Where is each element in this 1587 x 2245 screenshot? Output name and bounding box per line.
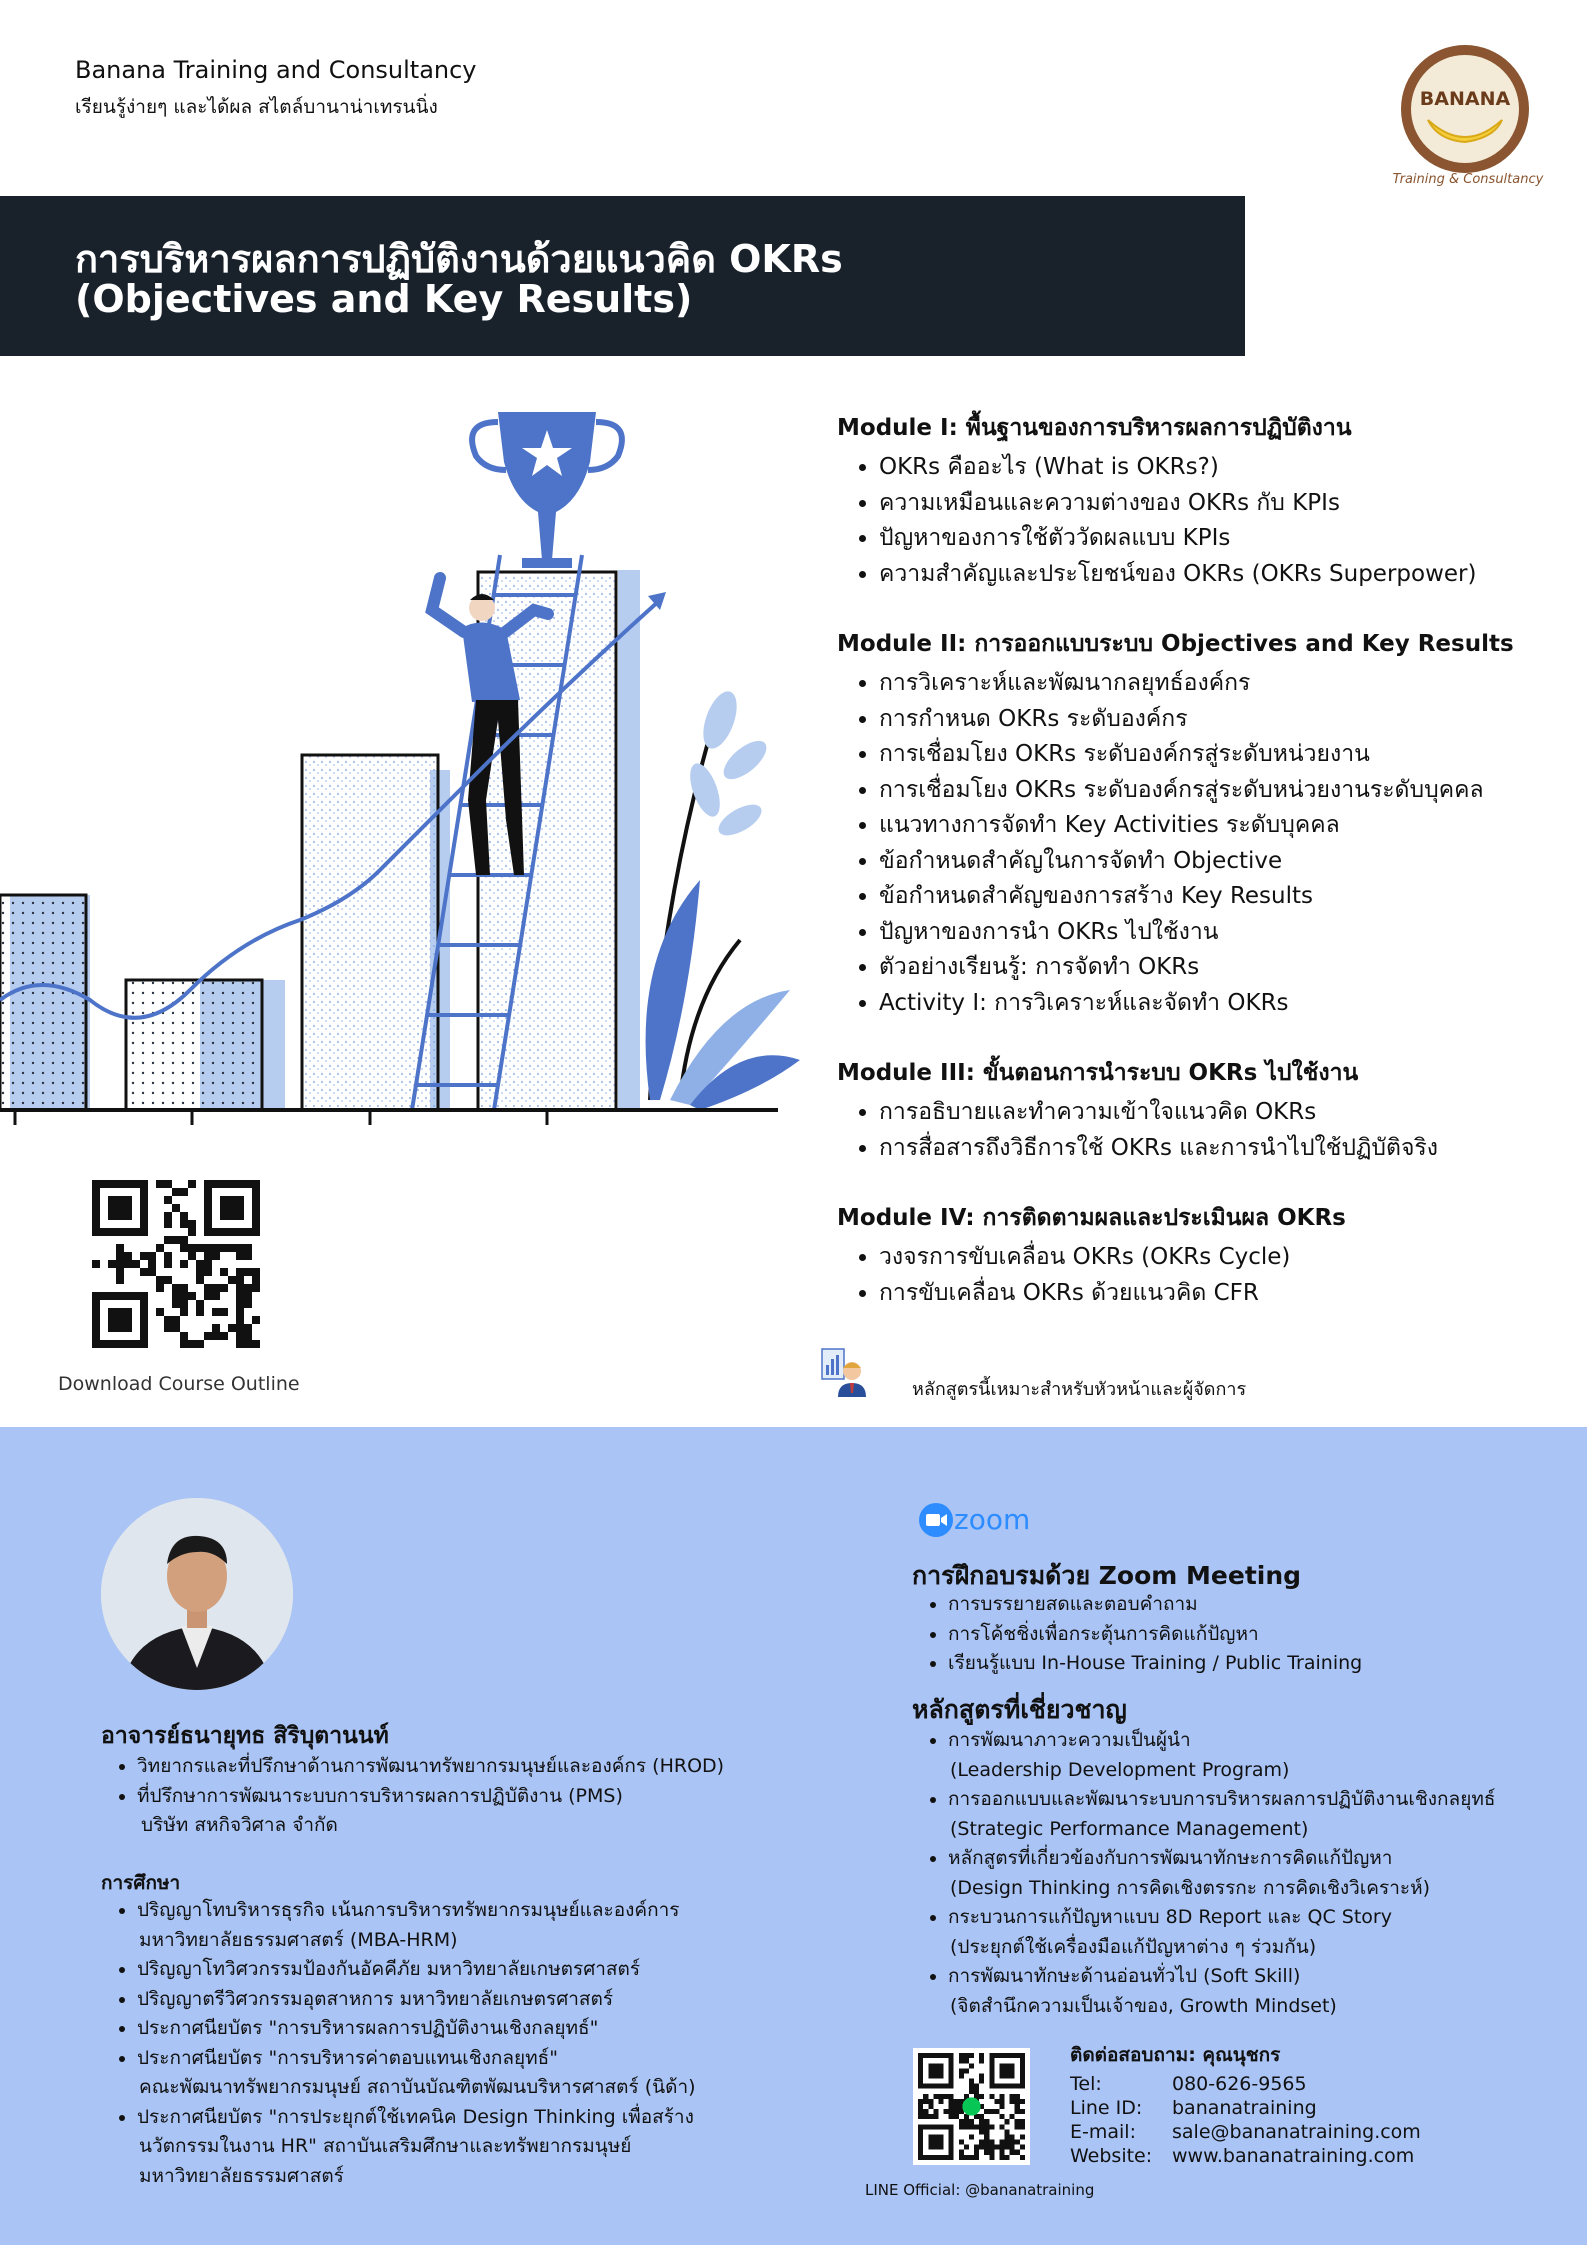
module-item: • ข้อกำหนดสำคัญของการสร้าง Key Results — [879, 879, 1557, 915]
contact-table — [1070, 2072, 1421, 2168]
expertise-item: • การพัฒนาภาวะความเป็นผู้นำ (Leadership Development Program) — [948, 1726, 1552, 1785]
instructor-roles — [101, 1752, 801, 1841]
module-item: • ปัญหาของการนำ OKRs ไปใช้งาน — [879, 915, 1557, 951]
line-qr-code[interactable] — [913, 2048, 1030, 2165]
module-section — [837, 626, 1557, 1021]
module-title: Module IV: การติดตามผลและประเมินผล OKRs — [837, 1205, 1346, 1231]
contact-row — [1070, 2144, 1421, 2168]
course-title-line2: (Objectives and Key Results) — [75, 277, 693, 321]
education-heading: การศึกษา — [101, 1872, 181, 1894]
module-section — [837, 1055, 1557, 1166]
zoom-training-item: • เรียนรู้แบบ In-House Training / Public Training — [948, 1649, 1552, 1679]
zoom-training-item: • การบรรยายสดและตอบคำถาม — [948, 1590, 1552, 1620]
education-item: • ปริญญาโทบริหารธุรกิจ เน้นการบริหารทรัพยากรมนุษย์และองค์การ มหาวิทยาลัยธรรมศาสตร์ (MBA-HRM) — [137, 1896, 821, 1955]
module-section — [837, 410, 1557, 592]
logo-text: BANANA — [1419, 88, 1511, 110]
zoom-logo-text: zoom — [954, 1503, 1031, 1536]
expertise-item: • หลักสูตรที่เกี่ยวข้องกับการพัฒนาทักษะการคิดแก้ปัญหา (Design Thinking การคิดเชิงตรรกะ การคิดเชิงวิเคราะห์) — [948, 1844, 1552, 1903]
zoom-training-item: • การโค้ชชิ่งเพื่อกระตุ้นการคิดแก้ปัญหา — [948, 1620, 1552, 1650]
module-item: • การเชื่อมโยง OKRs ระดับองค์กรสู่ระดับหน่วยงาน — [879, 737, 1557, 773]
contact-heading: ติดต่อสอบถาม: คุณนุชกร — [1070, 2044, 1281, 2066]
education-list — [101, 1896, 821, 2191]
module-item: • การวิเคราะห์และพัฒนากลยุทธ์องค์กร — [879, 666, 1557, 702]
zoom-logo — [918, 1500, 1036, 1540]
contact-value[interactable]: 080-626-9565 — [1172, 2073, 1307, 2095]
logo-subtitle: Training & Consultancy — [1392, 172, 1544, 187]
zoom-training-heading: การฝึกอบรมด้วย Zoom Meeting — [912, 1561, 1302, 1590]
expertise-heading: หลักสูตรที่เชี่ยวชาญ — [912, 1695, 1127, 1724]
company-name: Banana Training and Consultancy — [75, 56, 477, 84]
qr-caption: Download Course Outline — [58, 1373, 300, 1395]
contact-value[interactable]: bananatraining — [1172, 2097, 1317, 2119]
contact-row — [1070, 2096, 1421, 2120]
contact-info — [1070, 2040, 1421, 2168]
education-item: • ประกาศนียบัตร "การประยุกต์ใช้เทคนิค Design Thinking เพื่อสร้าง นวัตกรรมในงาน HR" สถาบันเสริมศึกษาและทรัพยากรมนุษย์ มหาวิทยาลัยธรรมศาสตร์ — [137, 2103, 821, 2192]
expertise-item: • กระบวนการแก้ปัญหาแบบ 8D Report และ QC Story (ประยุกต์ใช้เครื่องมือแก้ปัญหาต่าง ๆ ร่วมกัน) — [948, 1903, 1552, 1962]
target-audience-note: หลักสูตรนี้เหมาะสำหรับหัวหน้าและผู้จัดการ — [912, 1379, 1247, 1400]
contact-value[interactable]: www.bananatraining.com — [1172, 2145, 1415, 2167]
module-item: • การเชื่อมโยง OKRs ระดับองค์กรสู่ระดับหน่วยงานระดับบุคคล — [879, 773, 1557, 809]
zoom-training-list — [912, 1590, 1552, 1679]
module-item: • Activity I: การวิเคราะห์และจัดทำ OKRs — [879, 986, 1557, 1022]
module-item: • การอธิบายและทำความเข้าใจแนวคิด OKRs — [879, 1095, 1557, 1131]
education-item: • ประกาศนียบัตร "การบริหารค่าตอบแทนเชิงกลยุทธ์" คณะพัฒนาทรัพยากรมนุษย์ สถาบันบัณฑิตพัฒนบริหารศาสตร์ (นิด้า) — [137, 2044, 821, 2103]
instructor-role: • วิทยากรและที่ปรึกษาด้านการพัฒนาทรัพยากรมนุษย์และองค์กร (HROD) — [137, 1752, 801, 1782]
instructor-role: • ที่ปรึกษาการพัฒนาระบบการบริหารผลการปฏิบัติงาน (PMS) บริษัท สหกิจวิศาล จำกัด — [137, 1782, 801, 1841]
module-item: • แนวทางการจัดทำ Key Activities ระดับบุคคล — [879, 808, 1557, 844]
module-title: Module III: ขั้นตอนการนำระบบ OKRs ไปใช้งาน — [837, 1060, 1359, 1086]
course-outline-qr-code[interactable] — [92, 1180, 260, 1348]
line-official-text: LINE Official: @bananatraining — [865, 2181, 1095, 2199]
growth-illustration — [0, 400, 810, 1130]
contact-row — [1070, 2120, 1421, 2144]
company-tagline: เรียนรู้ง่ายๆ และได้ผล สไตล์บานาน่าเทรนนิ่ง — [75, 96, 438, 118]
module-item: • ข้อกำหนดสำคัญในการจัดทำ Objective — [879, 844, 1557, 880]
module-item: • OKRs คืออะไร (What is OKRs?) — [879, 450, 1557, 486]
module-title: Module II: การออกแบบระบบ Objectives and Key Results — [837, 631, 1514, 657]
education-item: • ปริญญาตรีวิศวกรรมอุตสาหการ มหาวิทยาลัยเกษตรศาสตร์ — [137, 1985, 821, 2015]
expertise-item: • การพัฒนาทักษะด้านอ่อนทั่วไป (Soft Skill) (จิตสำนึกความเป็นเจ้าของ, Growth Mindset) — [948, 1962, 1552, 2021]
contact-label: Website: — [1070, 2145, 1153, 2167]
module-list — [837, 410, 1557, 1345]
education-item: • ปริญญาโทวิศวกรรมป้องกันอัคคีภัย มหาวิทยาลัยเกษตรศาสตร์ — [137, 1955, 821, 1985]
module-item: • วงจรการขับเคลื่อน OKRs (OKRs Cycle) — [879, 1240, 1557, 1276]
instructor-company: บริษัท สหกิจวิศาล จำกัด — [141, 1814, 338, 1836]
course-title-line1: การบริหารผลการปฏิบัติงานด้วยแนวคิด OKRs — [75, 237, 843, 281]
education-item: • ประกาศนียบัตร "การบริหารผลการปฏิบัติงานเชิงกลยุทธ์" — [137, 2014, 821, 2044]
manager-person-icon — [820, 1345, 872, 1397]
module-title: Module I: พื้นฐานของการบริหารผลการปฏิบัติงาน — [837, 415, 1352, 441]
instructor-name: อาจารย์ธนายุทธ สิริบุตานนท์ — [101, 1723, 389, 1749]
expertise-list — [912, 1726, 1552, 2021]
instructor-photo — [101, 1498, 293, 1690]
module-item: • การขับเคลื่อน OKRs ด้วยแนวคิด CFR — [879, 1276, 1557, 1312]
contact-label: Tel: — [1070, 2073, 1102, 2095]
expertise-item: • การออกแบบและพัฒนาระบบการบริหารผลการปฏิบัติงานเชิงกลยุทธ์ (Strategic Performance Management) — [948, 1785, 1552, 1844]
contact-value[interactable]: sale@bananatraining.com — [1172, 2121, 1421, 2143]
contact-row — [1070, 2072, 1421, 2096]
module-item: • ความเหมือนและความต่างของ OKRs กับ KPIs — [879, 486, 1557, 522]
banana-logo — [1398, 42, 1532, 176]
module-item: • ความสำคัญและประโยชน์ของ OKRs (OKRs Superpower) — [879, 557, 1557, 593]
module-item: • การกำหนด OKRs ระดับองค์กร — [879, 702, 1557, 738]
contact-label: E-mail: — [1070, 2121, 1136, 2143]
module-item: • ปัญหาของการใช้ตัววัดผลแบบ KPIs — [879, 521, 1557, 557]
module-item: • ตัวอย่างเรียนรู้: การจัดทำ OKRs — [879, 950, 1557, 986]
contact-label: Line ID: — [1070, 2097, 1143, 2119]
module-item: • การสื่อสารถึงวิธีการใช้ OKRs และการนำไปใช้ปฏิบัติจริง — [879, 1131, 1557, 1167]
module-section — [837, 1200, 1557, 1311]
